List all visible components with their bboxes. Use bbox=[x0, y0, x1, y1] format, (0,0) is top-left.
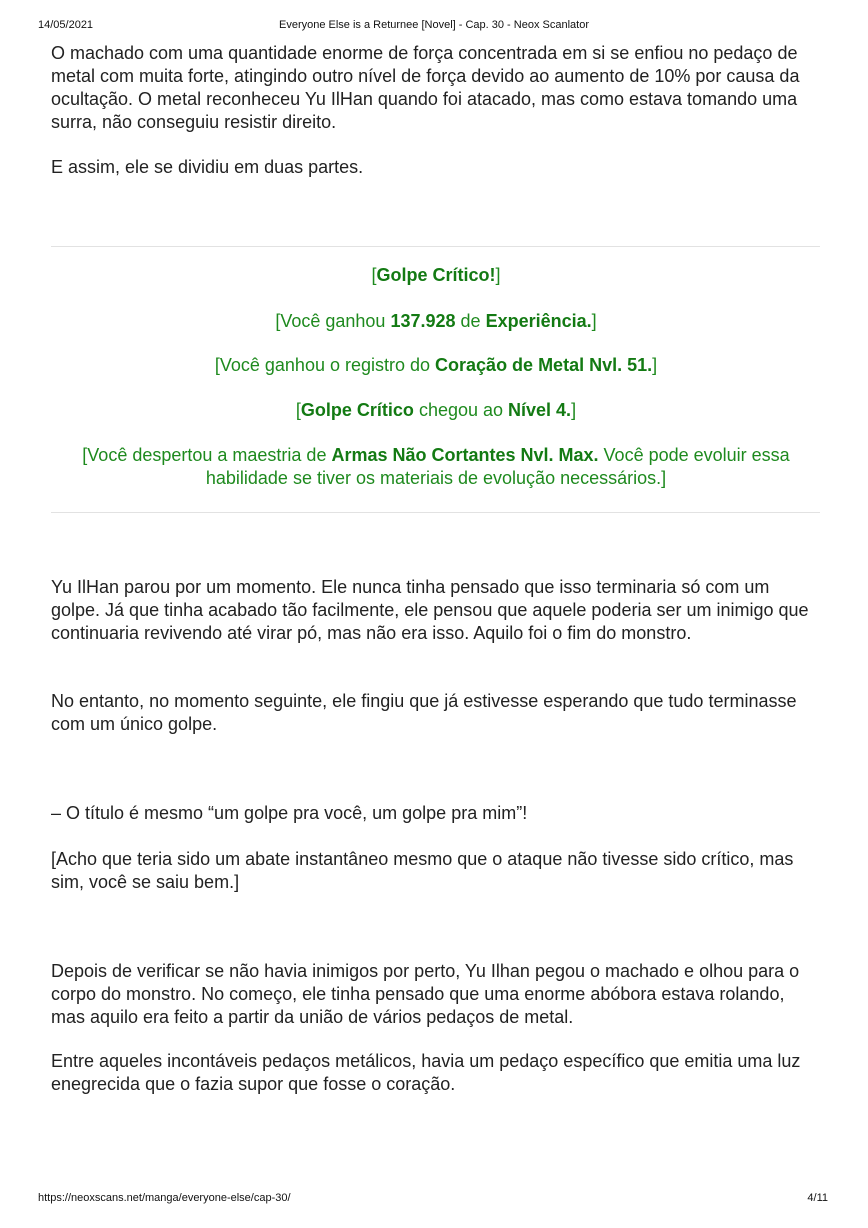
print-page-number: 4/11 bbox=[807, 1192, 828, 1204]
system-message-critical-hit: [Golpe Crítico!] bbox=[371, 265, 501, 285]
paragraph-5: – O título é mesmo “um golpe pra você, um golpe pra mim”! bbox=[51, 803, 528, 823]
paragraph-1: O machado com uma quantidade enorme de força concentrada em si se enfiou no pedaço de metal com muita forte, atingindo outro nível de força devido ao aumento de 10% por causa da ocultação. O metal reconheceu Yu IlHan quando foi atacado, mas como estava tomando uma surra, não conseguiu resistir direito. bbox=[51, 43, 800, 132]
system-message-mastery: [Você despertou a maestria de Armas Não Cortantes Nvl. Max. Você pode evoluir essa habilidade se tiver os materiais de evolução necessários.] bbox=[82, 445, 790, 488]
system-message-skill-level: [Golpe Crítico chegou ao Nível 4.] bbox=[295, 400, 577, 420]
paragraph-6: [Acho que teria sido um abate instantâneo mesmo que o ataque não tivesse sido crítico, mas sim, você se saiu bem.] bbox=[51, 849, 794, 892]
print-date: 14/05/2021 bbox=[38, 19, 94, 31]
paragraph-7: Depois de verificar se não havia inimigos por perto, Yu Ilhan pegou o machado e olhou para o corpo do monstro. No começo, ele tinha pensado que uma enorme abóbora estava rolando, mas aquilo era feito a partir da união de vários pedaços de metal. bbox=[51, 961, 800, 1027]
paragraph-2: E assim, ele se dividiu em duas partes. bbox=[51, 157, 364, 177]
paragraph-3: Yu IlHan parou por um momento. Ele nunca tinha pensado que isso terminaria só com um golpe. Já que tinha acabado tão facilmente, ele pensou que aquele poderia ser um inimigo que continuaria revivendo até virar pó, mas não era isso. Aquilo foi o fim do monstro. bbox=[51, 577, 809, 643]
print-page-url: https://neoxscans.net/manga/everyone-else/cap-30/ bbox=[38, 1192, 291, 1204]
system-message-registry: [Você ganhou o registro do Coração de Metal Nvl. 51.] bbox=[214, 355, 658, 375]
divider-bottom bbox=[51, 512, 820, 513]
paragraph-4: No entanto, no momento seguinte, ele fingiu que já estivesse esperando que tudo terminasse com um único golpe. bbox=[51, 691, 797, 734]
divider-top bbox=[51, 246, 820, 247]
print-page-title: Everyone Else is a Returnee [Novel] - Cap. 30 - Neox Scanlator bbox=[279, 19, 589, 31]
system-message-experience: [Você ganhou 137.928 de Experiência.] bbox=[275, 311, 597, 331]
paragraph-8: Entre aqueles incontáveis pedaços metálicos, havia um pedaço específico que emitia uma luz enegrecida que o fazia supor que fosse o coração. bbox=[51, 1051, 801, 1094]
